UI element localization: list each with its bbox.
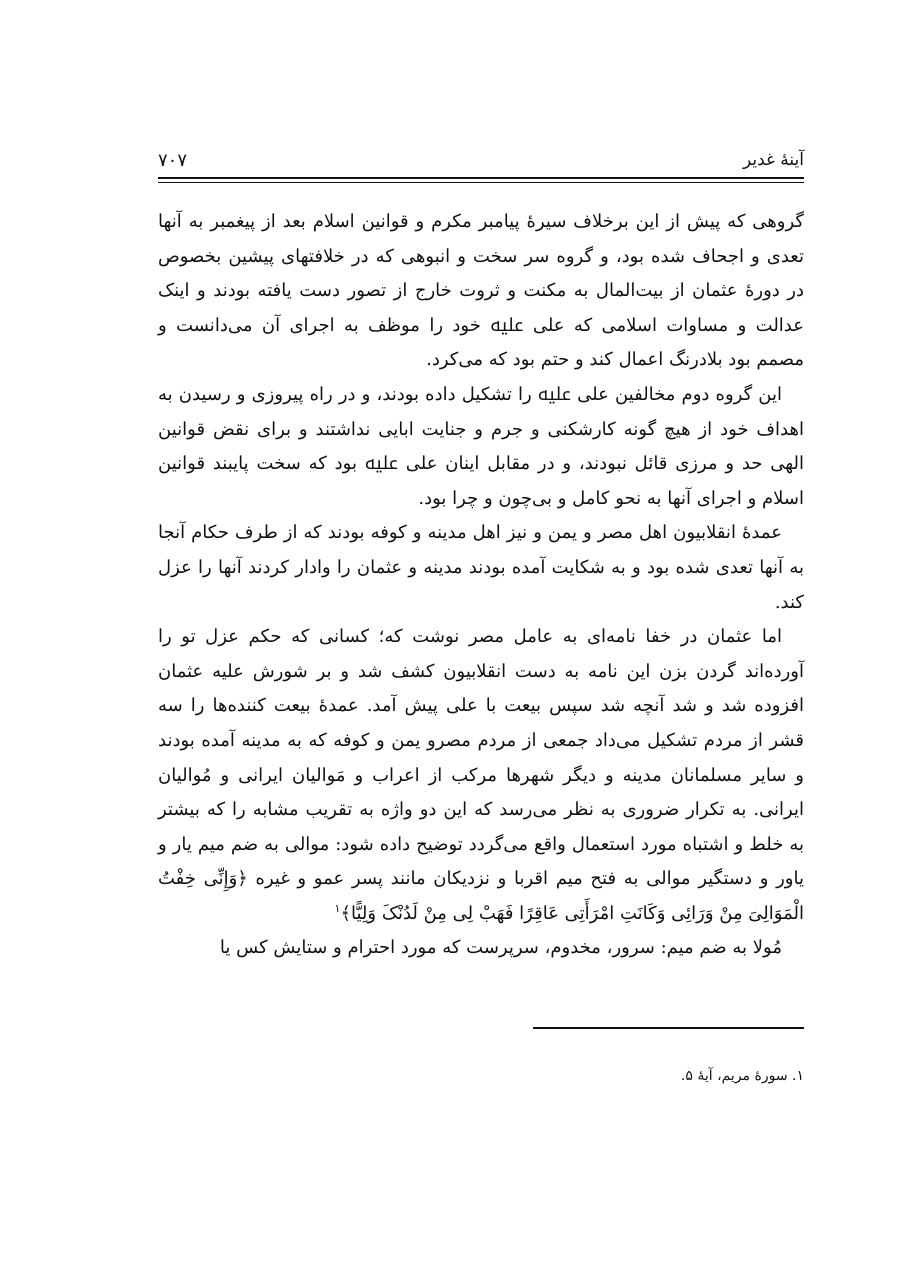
paragraph-4 [158, 620, 804, 931]
paragraph-2: این گروه دوم مخالفین علی ﷷ را تشکیل داده بودند، و در راه پیروزی و رسیدن به اهداف خود از هیچ گونه کارشکنی و جرم و جنایت ابایی نداشتند و برای نقض قوانین الهی حد و مرزی قائل نبودند، و در مقابل اینان علی ﷷ بود که سخت پایبند قوانین اسلام و اجرای آنها به نحو کامل و بی‌چون و چرا بود. [158, 383, 804, 509]
footnote-marker: ۱ [334, 901, 341, 915]
header-rule-thick [158, 177, 804, 179]
page-header [158, 150, 804, 180]
footnote: ۱. سورهٔ مریم، آیهٔ ۵. [680, 1068, 804, 1084]
page-number: ۷۰۷ [158, 150, 188, 171]
header-rule-thin [158, 182, 804, 183]
footnote-divider [533, 1027, 804, 1029]
paragraph-3: عمدهٔ انقلابیون اهل مصر و یمن و نیز اهل مدینه و کوفه بودند که از طرف حکام آنجا به آنها تعدی شده بود و به شکایت آمده بودند مدینه و عثمان را وادار کردند آنها را عزل کند. [158, 522, 804, 613]
body-text [158, 205, 804, 966]
paragraph-5: مُولا به ضم میم: سرور، مخدوم، سرپرست که مورد احترام و ستایش کس یا [219, 937, 782, 959]
paragraph-1: گروهی که پیش از این برخلاف سیرهٔ پیامبر مکرم و قوانین اسلام بعد از پیغمبر به آنها تعدی و اجحاف شده بود، و گروه سر سخت و انبوهی که در خلافتهای پیشین بخصوص در دورهٔ عثمان از بیت‌المال به مکنت و ثروت خارج از تصور دست یافته بودند و اینک عدالت و مساوات اسلامی که علی ﷷ خود را موظف به اجرای آن می‌دانست و مصمم بود بلادرنگ اعمال کند و حتم بود که می‌کرد. [158, 211, 804, 371]
running-title: آینهٔ غدیر [742, 150, 804, 170]
paragraph-4-text: اما عثمان در خفا نامه‌ای به عامل مصر نوشت که؛ کسانی که حکم عزل تو را آورده‌اند گردن بزن این نامه به دست انقلابیون کشف شد و بر شورش علیه عثمان افزوده شد و شد آنچه شد سپس بیعت با علی پیش آمد. عمدهٔ بیعت کننده‌ها را سه قشر از مردم تشکیل می‌داد جمعی از مردم مصرو یمن و کوفه که به مدینه آمده بودند و سایر مسلمانان مدینه و دیگر شهرها مرکب از اعراب و مَوالیان ایرانی و مُوالیان ایرانی. به تکرار ضروری به نظر می‌رسد که این دو واژه به تقریب مشابه را که بیشتر به خلط و اشتباه مورد استعمال واقع می‌گردد توضیح داده شود: موالی به ضم میم یار و یاور و دستگیر موالی به فتح میم اقربا و نزدیکان مانند پسر عمو و غیره ﴿وَإِنِّی خِفْتُ الْمَوَالِیَ مِنْ وَرَائِی وَکَانَتِ امْرَأَتِی عَاقِرًا فَهَبْ لِی مِنْ لَدُنْکَ وَلِیًّا﴾ [158, 626, 804, 924]
